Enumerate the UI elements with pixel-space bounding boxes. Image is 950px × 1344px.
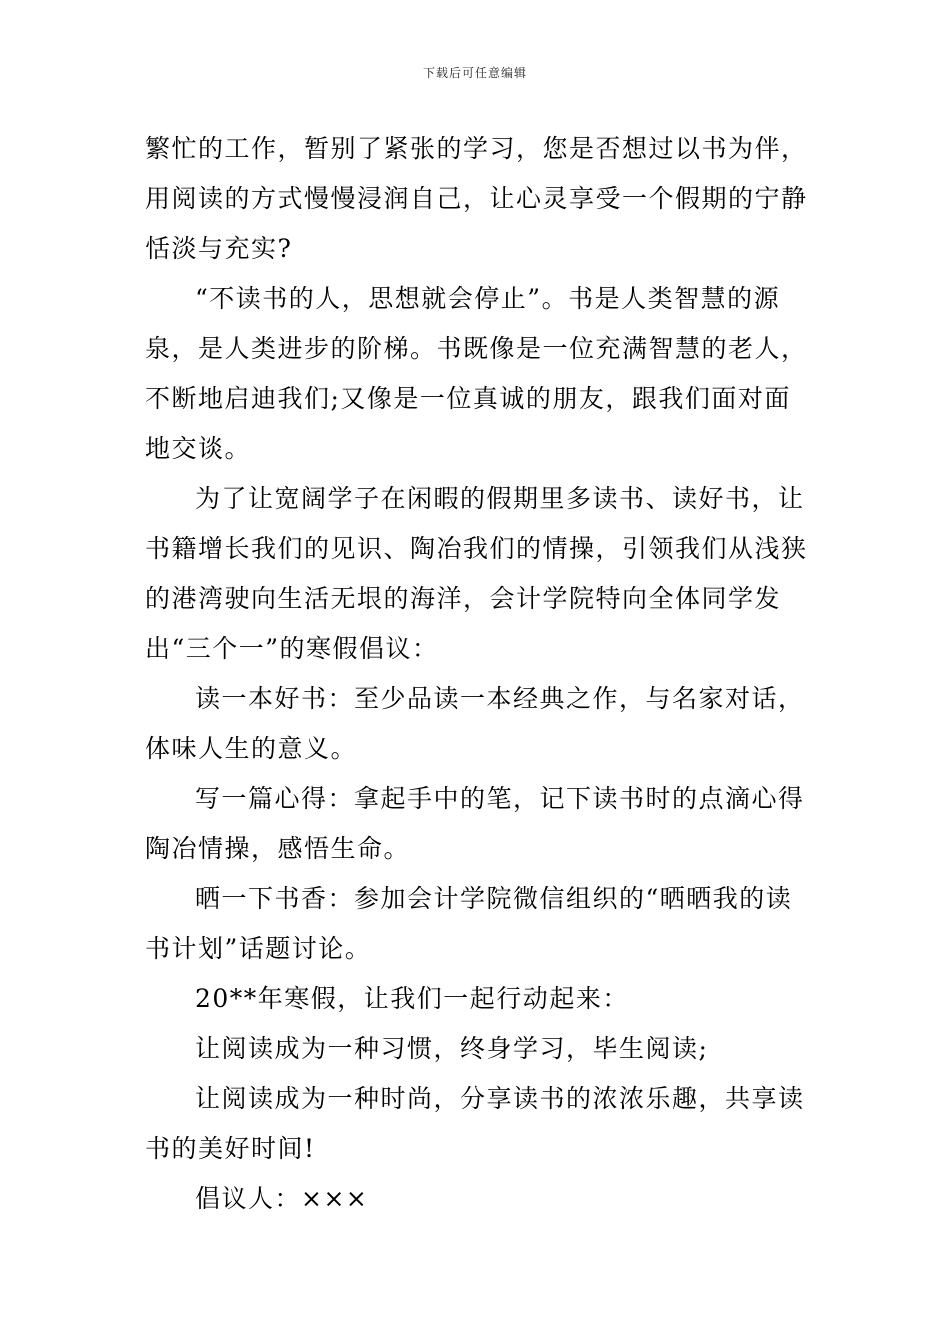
paragraph-proposal: 为了让宽阔学子在闲暇的假期里多读书、读好书，让书籍增长我们的见识、陶冶我们的情操，引领我们从浅狭的港湾驶向生活无垠的海洋，会计学院特向全体同学发出“三个一”的寒假倡议： bbox=[145, 484, 808, 663]
paragraph-signature: 倡议人：××× bbox=[195, 1184, 369, 1213]
page-header: 下载后可任意编辑 bbox=[422, 66, 527, 80]
paragraph-intro: 繁忙的工作，暂别了紧张的学习，您是否想过以书为伴，用阅读的方式慢慢浸润自己，让心灵享受一个假期的宁静恬淡与充实? bbox=[145, 134, 808, 263]
paragraph-quote: “不读书的人，思想就会停止”。书是人类智慧的源泉，是人类进步的阶梯。书既像是一位充满智慧的老人，不断地启迪我们;又像是一位真诚的朋友，跟我们面对面地交谈。 bbox=[145, 284, 808, 463]
paragraph-action: 20**年寒假，让我们一起行动起来： bbox=[195, 984, 629, 1013]
paragraph-read-book: 读一本好书：至少品读一本经典之作，与名家对话，体味人生的意义。 bbox=[145, 684, 805, 763]
paragraph-write-notes: 写一篇心得：拿起手中的笔，记下读书时的点滴心得陶冶情操，感悟生命。 bbox=[145, 784, 805, 863]
document-body bbox=[145, 124, 813, 1224]
paragraph-habit: 让阅读成为一种习惯，终身学习，毕生阅读; bbox=[195, 1034, 709, 1063]
paragraph-fashion: 让阅读成为一种时尚，分享读书的浓浓乐趣，共享读书的美好时间! bbox=[145, 1084, 805, 1163]
paragraph-share: 晒一下书香：参加会计学院微信组织的“晒晒我的读书计划”话题讨论。 bbox=[145, 884, 793, 963]
